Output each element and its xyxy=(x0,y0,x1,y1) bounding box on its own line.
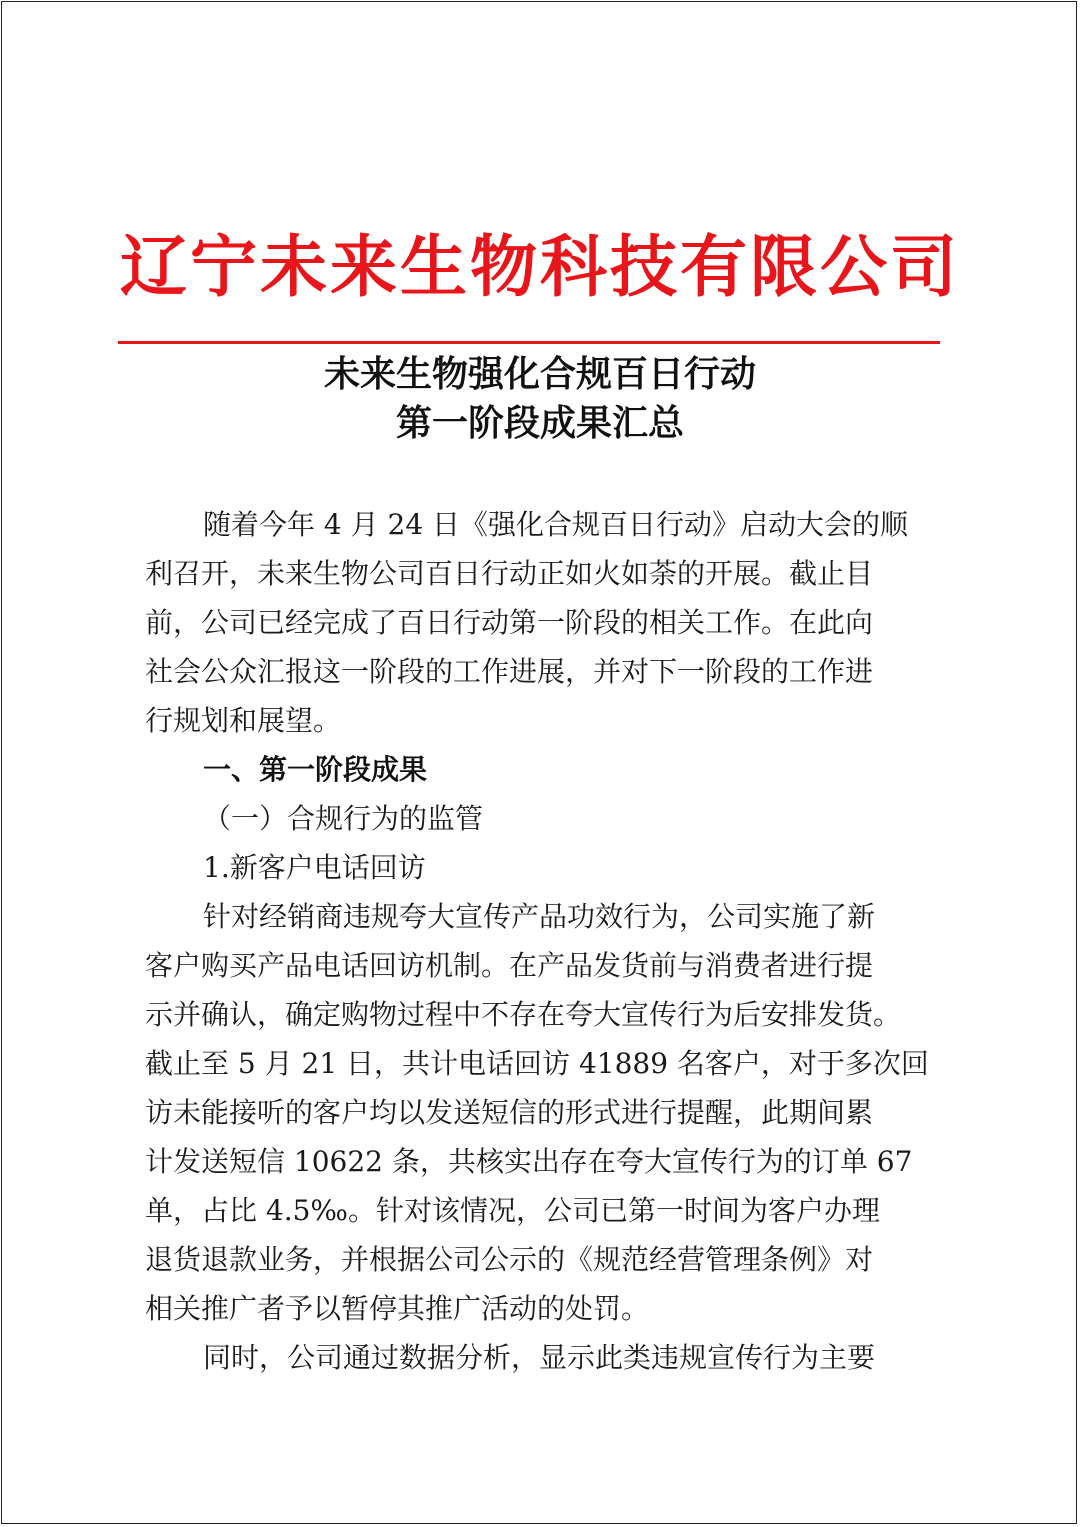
document-title-line-2: 第一阶段成果汇总 xyxy=(395,403,684,444)
item-paragraph-line: 退货退款业务，并根据公司公示的《规范经营管理条例》对 xyxy=(145,1243,874,1276)
intro-paragraph-line: 随着今年 4 月 24 日《强化合规百日行动》启动大会的顺 xyxy=(203,508,909,541)
subsection-heading: （一）合规行为的监管 xyxy=(203,802,484,835)
item-paragraph-line: 单，占比 4.5‰。针对该情况，公司已第一时间为客户办理 xyxy=(145,1194,881,1227)
item-paragraph-line: 示并确认，确定购物过程中不存在夸大宣传行为后安排发货。 xyxy=(145,998,902,1031)
company-letterhead: 辽宁未来生物科技有限公司 xyxy=(120,228,960,306)
intro-paragraph-line: 社会公众汇报这一阶段的工作进展，并对下一阶段的工作进 xyxy=(145,655,874,688)
item-paragraph-line: 截止至 5 月 21 日，共计电话回访 41889 名客户，对于多次回 xyxy=(145,1047,929,1080)
item-heading: 1.新客户电话回访 xyxy=(203,851,426,884)
closing-paragraph-line: 同时，公司通过数据分析，显示此类违规宣传行为主要 xyxy=(203,1341,876,1374)
letterhead-divider xyxy=(118,341,940,344)
item-paragraph-line: 客户购买产品电话回访机制。在产品发货前与消费者进行提 xyxy=(145,949,874,982)
item-paragraph-line: 计发送短信 10622 条，共核实出存在夸大宣传行为的订单 67 xyxy=(145,1145,913,1178)
intro-paragraph-line: 前，公司已经完成了百日行动第一阶段的相关工作。在此向 xyxy=(145,606,874,639)
document-title-line-1: 未来生物强化合规百日行动 xyxy=(323,354,756,395)
section-heading: 一、第一阶段成果 xyxy=(203,753,428,786)
item-paragraph-line: 访未能接听的客户均以发送短信的形式进行提醒，此期间累 xyxy=(145,1096,874,1129)
intro-paragraph-line: 利召开，未来生物公司百日行动正如火如荼的开展。截止目 xyxy=(145,557,874,590)
item-paragraph-line: 针对经销商违规夸大宣传产品功效行为，公司实施了新 xyxy=(203,900,876,933)
item-paragraph-line: 相关推广者予以暂停其推广活动的处罚。 xyxy=(145,1292,650,1325)
intro-paragraph-line: 行规划和展望。 xyxy=(145,704,342,737)
